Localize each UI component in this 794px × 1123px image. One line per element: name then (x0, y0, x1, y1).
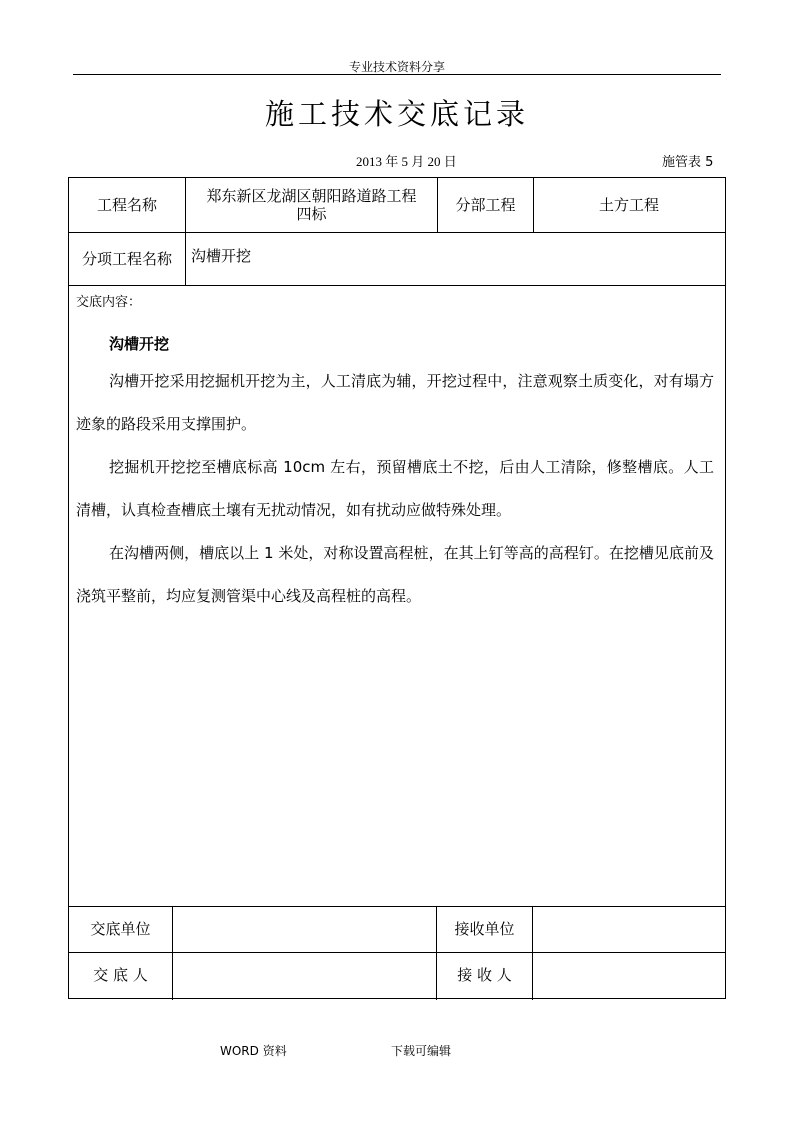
row-divider-2 (69, 285, 725, 286)
content-heading: 沟槽开挖 (109, 335, 170, 353)
col-divider-r2 (185, 232, 186, 285)
receiving-unit-label: 接收单位 (454, 920, 515, 938)
content-label: 交底内容： (76, 295, 142, 310)
content-paragraph: 挖掘机开挖挖至槽底标高 10cm 左右，预留槽底土不挖，后由人工清除，修整槽底。人工清槽，认真检查槽底土壤有无扰动情况，如有扰动应做特殊处理。 (76, 458, 714, 519)
receiving-unit-value[interactable] (533, 906, 724, 952)
receiver-value[interactable] (533, 952, 724, 998)
project-name-line1: 郑东新区龙湖区朝阳路道路工程 (206, 187, 417, 205)
handover-person-value[interactable] (173, 952, 436, 998)
footer-right-text: 下载可编辑 (391, 1044, 452, 1058)
subitem-value: 沟槽开挖 (191, 247, 252, 265)
handover-unit-label: 交底单位 (90, 920, 151, 938)
content-paragraph: 沟槽开挖采用挖掘机开挖为主，人工清底为辅，开挖过程中，注意观察土质变化，对有塌方迹象的路段采用支撑围护。 (76, 372, 714, 433)
record-date: 2013 年 5 月 20 日 (356, 154, 457, 169)
handover-person-label: 交 底 人 (93, 966, 148, 984)
division-value: 土方工程 (598, 196, 659, 214)
handover-content (70, 294, 720, 618)
handover-unit-value[interactable] (173, 906, 436, 952)
project-name-line2: 四标 (296, 205, 327, 223)
header-divider (73, 74, 721, 75)
footer-left-text: WORD 资料 (220, 1044, 287, 1058)
project-name-label: 工程名称 (96, 196, 157, 214)
project-name-value (186, 178, 437, 232)
subitem-label: 分项工程名称 (81, 249, 172, 268)
receiver-label: 接 收 人 (457, 966, 512, 984)
page-header-text: 专业技术资料分享 (348, 60, 445, 74)
content-paragraph: 在沟槽两侧，槽底以上 1 米处，对称设置高程桩，在其上钉等高的高程钉。在挖槽见底前及浇筑平整前，均应复测管渠中心线及高程桩的高程。 (76, 544, 714, 605)
form-number: 施管表 5 (662, 155, 714, 170)
document-title: 施工技术交底记录 (264, 97, 529, 131)
division-label: 分部工程 (455, 196, 516, 214)
